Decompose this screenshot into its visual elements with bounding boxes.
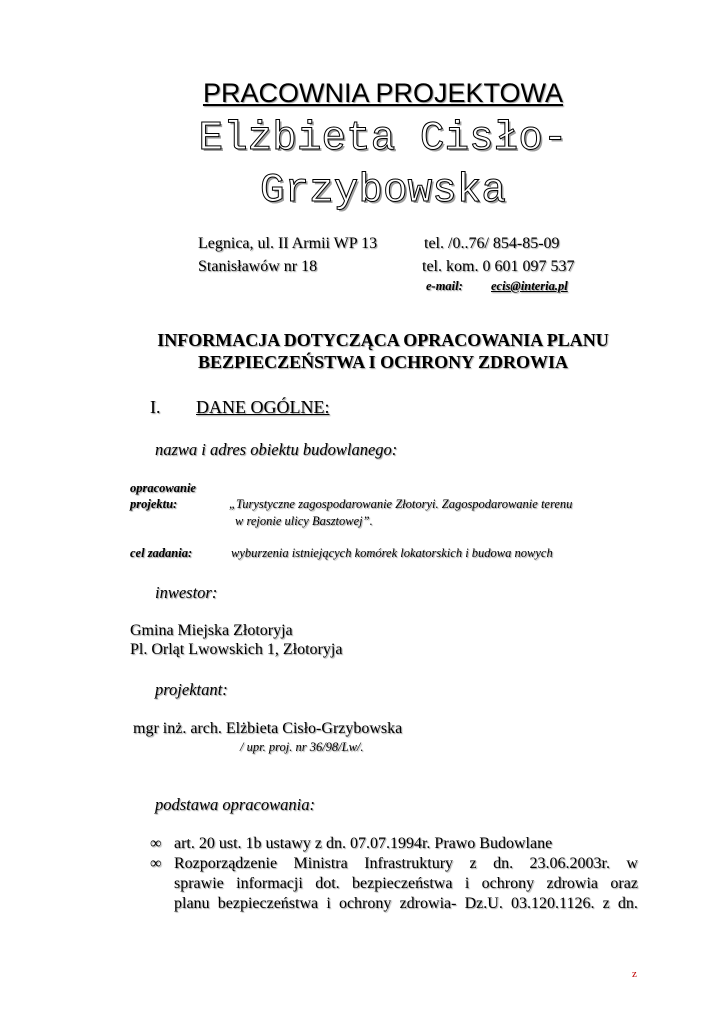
label-projektu: projektu: <box>130 497 178 511</box>
project-name-line1: „Turystyczne zagospodarowanie Złotoryi. Zagospodarowanie terenu <box>229 497 573 511</box>
inwestor-line1: Gmina Miejska Złotoryja <box>130 622 293 639</box>
bullet-item-1: art. 20 ust. 1b ustawy z dn. 07.07.1994r. Prawo Budowlane <box>174 835 553 852</box>
phone-line2: tel. kom. 0 601 097 537 <box>422 258 575 275</box>
label-podstawa: podstawa opracowania: <box>155 795 315 814</box>
address-line1: Legnica, ul. II Armii WP 13 <box>198 235 378 252</box>
cel-value: wyburzenia istniejących komórek lokatorskich i budowa nowych <box>231 546 553 560</box>
address-line2: Stanisławów nr 18 <box>198 258 318 275</box>
projektant-license: / upr. proj. nr 36/98/Lw/. <box>240 740 364 754</box>
projektant-name: mgr inż. arch. Elżbieta Cisło-Grzybowska <box>133 720 403 737</box>
inwestor-line2: Pl. Orląt Lwowskich 1, Złotoryja <box>130 641 343 658</box>
designer-name-line1: Elżbieta Cisło- <box>198 116 568 162</box>
studio-title: PRACOWNIA PROJEKTOWA <box>202 78 564 108</box>
page-number-mark: z <box>632 968 637 980</box>
section-number: I. <box>150 397 161 417</box>
designer-name-line2: Grzybowska <box>259 168 507 214</box>
bullet-symbol-1: ∞ <box>150 835 162 852</box>
label-inwestor: inwestor: <box>155 583 218 602</box>
bullet-symbol-2: ∞ <box>150 855 162 872</box>
doc-heading-line2: BEZPIECZEŃSTWA I OCHRONY ZDROWIA <box>198 352 568 372</box>
bullet-item-2-line2: sprawie informacji dot. bezpieczeństwa i ochrony zdrowia oraz <box>174 875 638 892</box>
phone-line1: tel. /0..76/ 854-85-09 <box>424 235 560 252</box>
project-name-line2: w rejonie ulicy Basztowej”. <box>235 514 373 528</box>
doc-heading-line1: INFORMACJA DOTYCZĄCA OPRACOWANIA PLANU <box>157 330 609 350</box>
label-projektant: projektant: <box>155 680 228 699</box>
label-opracowanie: opracowanie <box>130 481 196 495</box>
email-link[interactable]: ecis@interia.pl <box>491 279 568 293</box>
bullet-item-2-line3: planu bezpieczeństwa i ochrony zdrowia- Dz.U. 03.120.1126. z dn. <box>174 895 638 912</box>
section-title: DANE OGÓLNE: <box>196 397 330 417</box>
label-cel: cel zadania: <box>130 546 193 560</box>
label-object: nazwa i adres obiektu budowlanego: <box>155 440 398 459</box>
bullet-item-2-line1: Rozporządzenie Ministra Infrastruktury z dn. 23.06.2003r. w <box>174 855 638 872</box>
email-label: e-mail: <box>426 279 463 293</box>
